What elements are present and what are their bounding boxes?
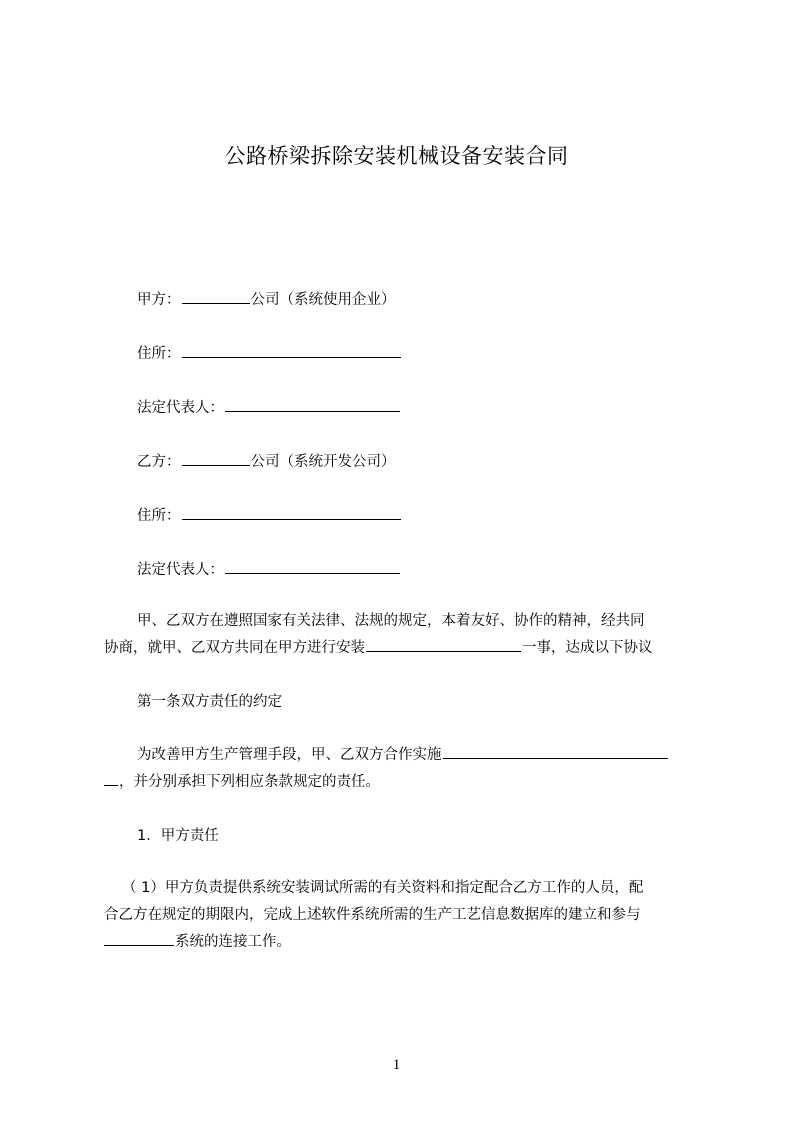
party-a-duty-heading: 1．甲方责任 [137,828,219,844]
party-b-rep-line [137,559,401,581]
party-b-address-label: 住所： [137,508,181,524]
party-a-rep-label: 法定代表人： [137,400,224,416]
preamble-line-2 [104,637,653,659]
party-a-line [137,289,396,311]
party-a-rep-blank[interactable] [225,397,400,412]
party-a-suffix: 公司（系统使用企业） [250,292,396,308]
party-a-duty-item-1-line-1: （ 1）甲方负责提供系统安装调试所需的有关资料和指定配合乙方工作的人员，配 [122,880,644,896]
party-a-rep-line [137,397,401,419]
party-b-suffix: 公司（系统开发公司） [250,454,396,470]
project-blank-continued[interactable] [104,771,118,786]
page-number: 1 [392,1057,401,1073]
party-a-address-blank[interactable] [182,343,401,358]
party-b-rep-label: 法定代表人： [137,562,224,578]
article-1-line-2 [104,771,380,793]
install-item-blank[interactable] [366,637,521,652]
system-blank[interactable] [104,931,174,946]
party-a-label: 甲方： [137,292,181,308]
project-blank[interactable] [443,744,668,759]
party-a-duty-item-1-line-3 [104,931,291,953]
article-1-heading: 第一条双方责任的约定 [137,694,282,710]
article-1-line-1-prefix: 为改善甲方生产管理手段，甲、乙双方合作实施 [137,747,442,763]
party-b-label: 乙方： [137,454,181,470]
party-a-address-label: 住所： [137,346,181,362]
preamble-line-2-suffix: 一事，达成以下协议 [522,640,653,656]
party-b-name-blank[interactable] [182,451,250,466]
party-b-rep-blank[interactable] [225,559,400,574]
article-1-line-1 [137,744,669,766]
preamble-line-2-prefix: 协商，就甲、乙双方共同在甲方进行安装 [104,640,365,656]
preamble-line-1: 甲、乙双方在遵照国家有关法律、法规的规定，本着友好、协作的精神，经共同 [137,613,645,629]
article-1-line-2-suffix: ，并分别承担下列相应条款规定的责任。 [119,774,380,790]
party-a-duty-item-1-line-3-suffix: 系统的连接工作。 [175,934,291,950]
party-b-address-line [137,505,402,527]
party-a-name-blank[interactable] [182,289,250,304]
document-title: 公路桥梁拆除安装机械设备安装合同 [224,144,569,168]
party-a-address-line [137,343,402,365]
party-a-duty-item-1-line-2: 合乙方在规定的期限内，完成上述软件系统所需的生产工艺信息数据库的建立和参与 [104,907,641,923]
party-b-address-blank[interactable] [182,505,401,520]
party-b-line [137,451,396,473]
